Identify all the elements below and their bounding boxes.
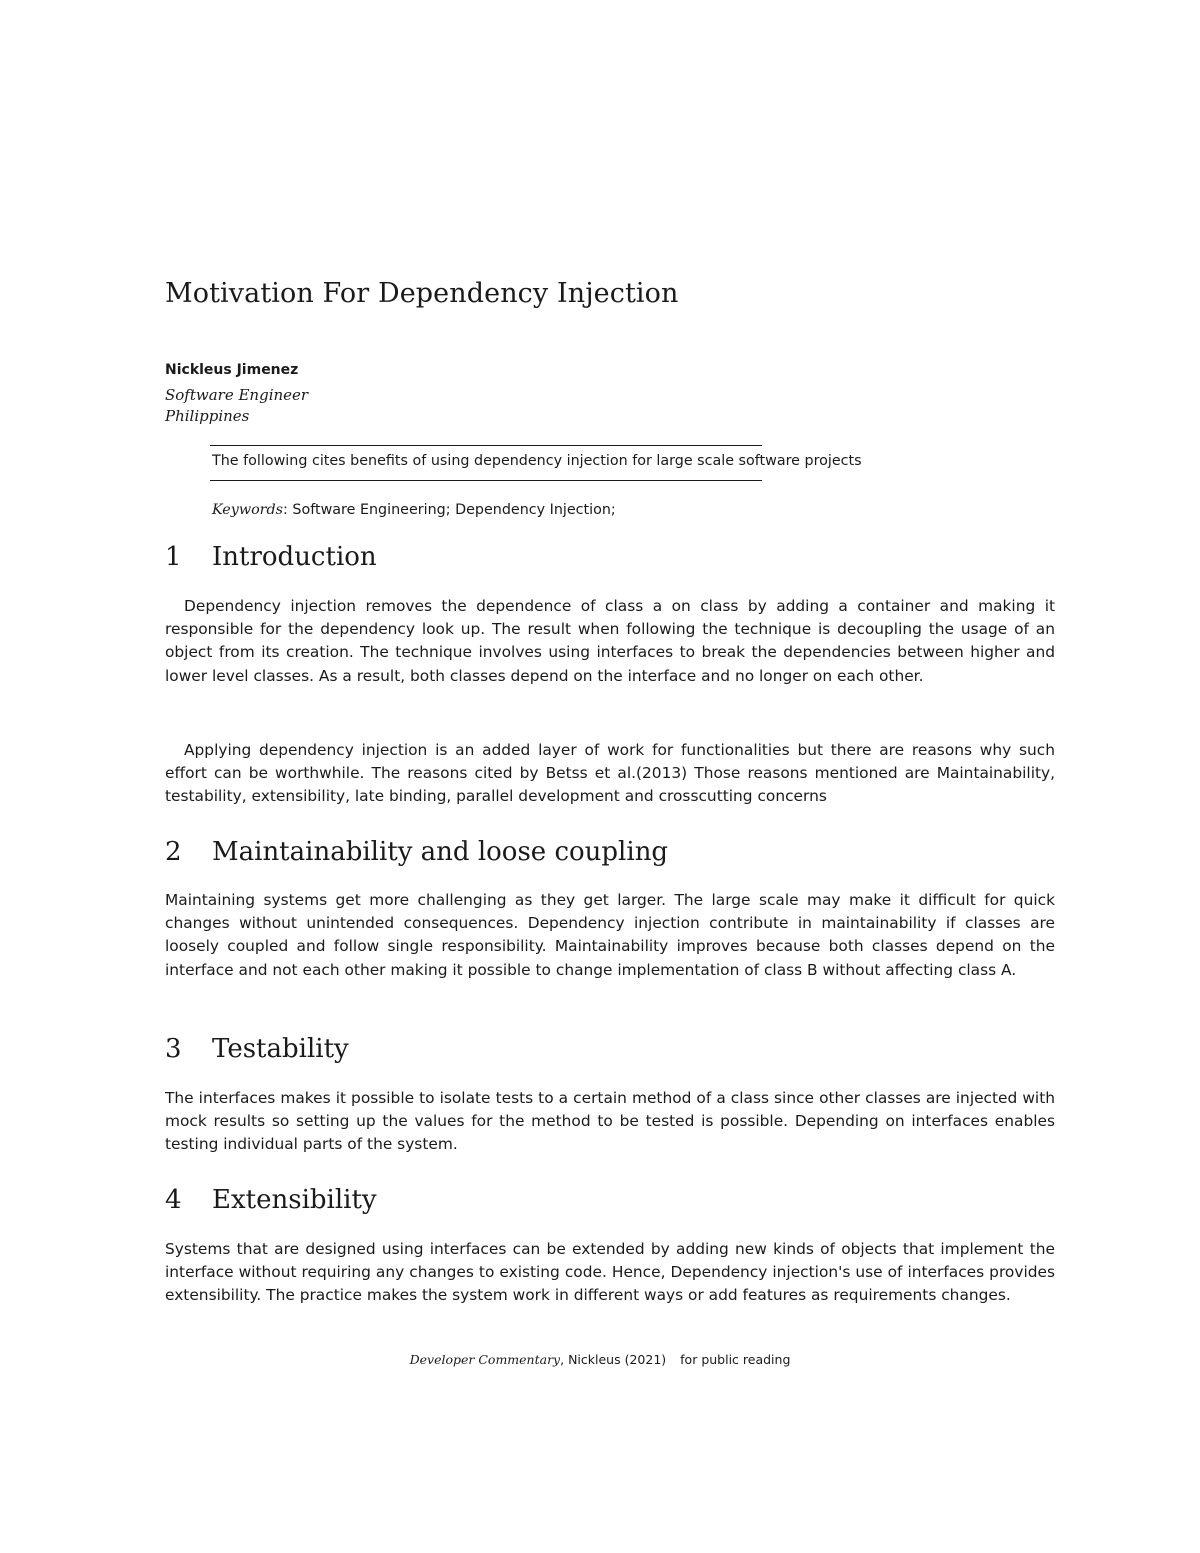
section-title: Extensibility <box>212 1185 377 1215</box>
section-number: 4 <box>165 1185 182 1215</box>
keywords-label: Keywords <box>212 502 284 518</box>
section-heading-introduction <box>165 542 377 572</box>
author-location: Philippines <box>165 407 250 425</box>
footer-citation: , Nickleus (2021) <box>560 1352 667 1367</box>
section-number: 3 <box>165 1034 182 1064</box>
keywords-line <box>212 502 616 518</box>
author-role: Software Engineer <box>165 386 309 404</box>
keywords-value: : Software Engineering; Dependency Injection; <box>283 502 616 518</box>
footer-note: for public reading <box>680 1352 791 1367</box>
abstract-text: The following cites benefits of using dependency injection for large scale software projects <box>212 453 862 469</box>
author-name: Nickleus Jimenez <box>165 362 299 378</box>
section-number: 2 <box>165 837 182 867</box>
page-footer <box>0 1352 1200 1367</box>
section-title: Introduction <box>212 542 377 572</box>
abstract-top-rule <box>210 445 762 446</box>
section-number: 1 <box>165 542 182 572</box>
footer-journal: Developer Commentary <box>409 1352 561 1367</box>
section-heading-testability <box>165 1034 349 1064</box>
section-heading-maintainability <box>165 837 668 867</box>
section-heading-extensibility <box>165 1185 377 1215</box>
paragraph: Maintaining systems get more challenging as they get larger. The large scale may make it difficult for quick changes without unintended consequences. Dependency injection contribute in maintainability if classes are loosely coupled and follow single responsibility. Maintainability improves because both classes depend on the interface and not each other making it possible to change implementation of class B without affecting class A. <box>165 891 1055 979</box>
section-title: Testability <box>212 1034 349 1064</box>
paragraph: Systems that are designed using interfaces can be extended by adding new kinds of objects that implement the interface without requiring any changes to existing code. Hence, Dependency injection's use of interfaces provides extensibility. The practice makes the system work in different ways or add features as requirements changes. <box>165 1240 1055 1305</box>
abstract-bottom-rule <box>210 480 762 481</box>
paper-title: Motivation For Dependency Injection <box>165 278 679 309</box>
paragraph: Dependency injection removes the dependence of class a on class by adding a container and making it responsible for the dependency look up. The result when following the technique is decoupling the usage of an object from its creation. The technique involves using interfaces to break the dependencies between higher and lower level classes. As a result, both classes depend on the interface and no longer on each other. <box>165 597 1055 685</box>
paragraph: The interfaces makes it possible to isolate tests to a certain method of a class since other classes are injected with mock results so setting up the values for the method to be tested is possible. Depending on interfaces enables testing individual parts of the system. <box>165 1089 1055 1154</box>
paragraph: Applying dependency injection is an added layer of work for functionalities but there are reasons why such effort can be worthwhile. The reasons cited by Betss et al.(2013) Those reasons mentioned are Maintainability, testability, extensibility, late binding, parallel development and crosscutting concerns <box>165 741 1055 806</box>
section-title: Maintainability and loose coupling <box>212 837 669 867</box>
